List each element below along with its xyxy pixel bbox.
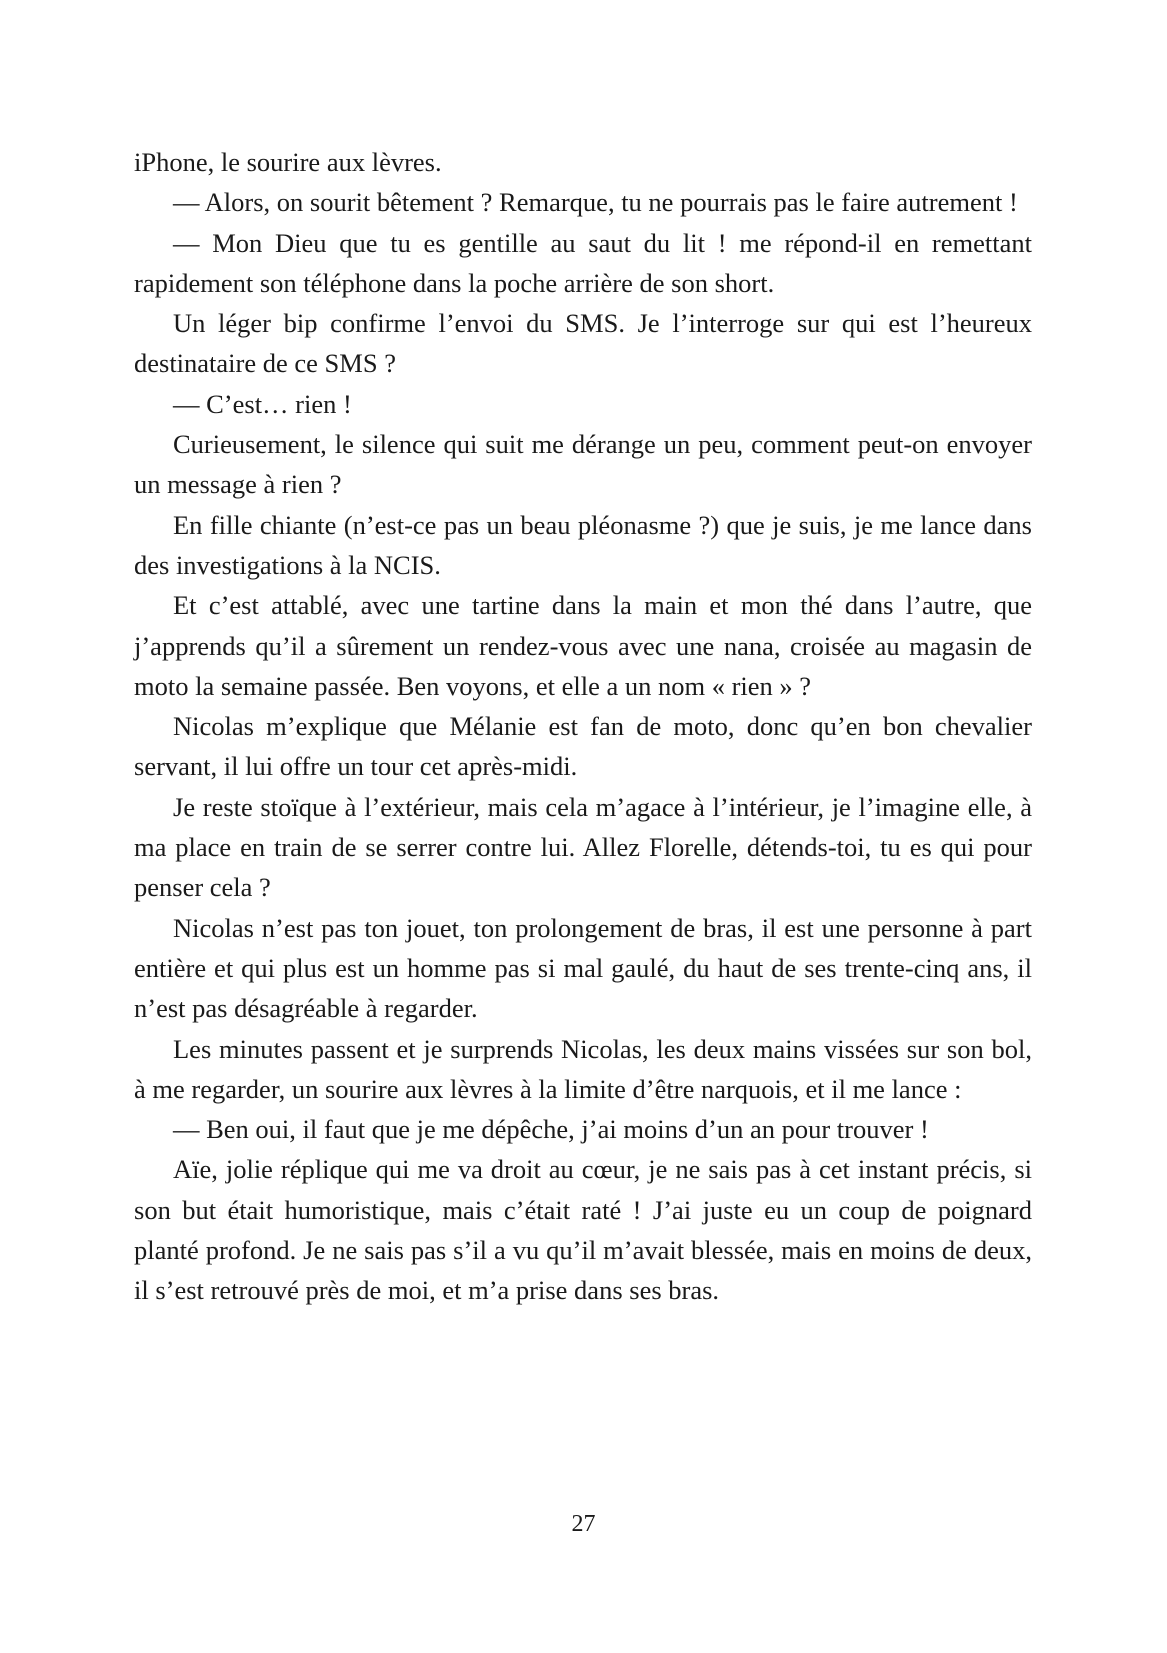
page-number: 27 [571, 1511, 596, 1537]
paragraph-3: — Mon Dieu que tu es gentille au saut du lit ! me répond-il en remettant rapidement son téléphone dans la poche arrière de son short. [134, 227, 1032, 298]
paragraph-2: — Alors, on sourit bêtement ? Remarque, tu ne pourrais pas le faire autrement ! [173, 187, 1018, 218]
paragraph-9: Nicolas m’explique que Mélanie est fan de moto, donc qu’en bon chevalier servant, il lui offre un tour cet après-midi. [134, 711, 1032, 782]
paragraph-13: — Ben oui, il faut que je me dépêche, j’ai moins d’un an pour trouver ! [173, 1114, 929, 1145]
paragraph-1: iPhone, le sourire aux lèvres. [134, 147, 442, 177]
body-text [134, 142, 1032, 1311]
paragraph-6: Curieusement, le silence qui suit me dérange un peu, comment peut-on envoyer un message à rien ? [134, 429, 1032, 500]
paragraph-8: Et c’est attablé, avec une tartine dans la main et mon thé dans l’autre, que j’apprends qu’il a sûrement un rendez-vous avec une nana, croisée au magasin de moto la semaine passée. Ben voyons, et elle a un nom « rien » ? [134, 590, 1032, 701]
paragraph-10: Je reste stoïque à l’extérieur, mais cela m’agace à l’intérieur, je l’imagine elle, à ma place en train de se serrer contre lui. Allez Florelle, détends-toi, tu es qui pour penser cela ? [134, 791, 1032, 903]
paragraph-12: Les minutes passent et je surprends Nicolas, les deux mains vissées sur son bol, à me regarder, un sourire aux lèvres à la limite d’être narquois, et il me lance : [134, 1033, 1032, 1104]
paragraph-14: Aïe, jolie réplique qui me va droit au cœur, je ne sais pas à cet instant précis, si son but était humoristique, mais c’était raté ! J’ai juste eu un coup de poignard planté profond. Je ne sais pas s’il a vu qu’il m’avait blessée, mais en moins de deux, il s’est retrouvé près de moi, et m’a prise dans ses bras. [134, 1154, 1032, 1306]
paragraph-5: — C’est… rien ! [173, 388, 352, 419]
paragraph-4: Un léger bip confirme l’envoi du SMS. Je l’interroge sur qui est l’heureux destinataire de ce SMS ? [134, 308, 1032, 379]
paragraph-7: En fille chiante (n’est-ce pas un beau pléonasme ?) que je suis, je me lance dans des investigations à la NCIS. [134, 509, 1032, 580]
paragraph-11: Nicolas n’est pas ton jouet, ton prolongement de bras, il est une personne à part entière et qui plus est un homme pas si mal gaulé, du haut de ses trente-cinq ans, il n’est pas désagréable à regarder. [134, 912, 1032, 1024]
